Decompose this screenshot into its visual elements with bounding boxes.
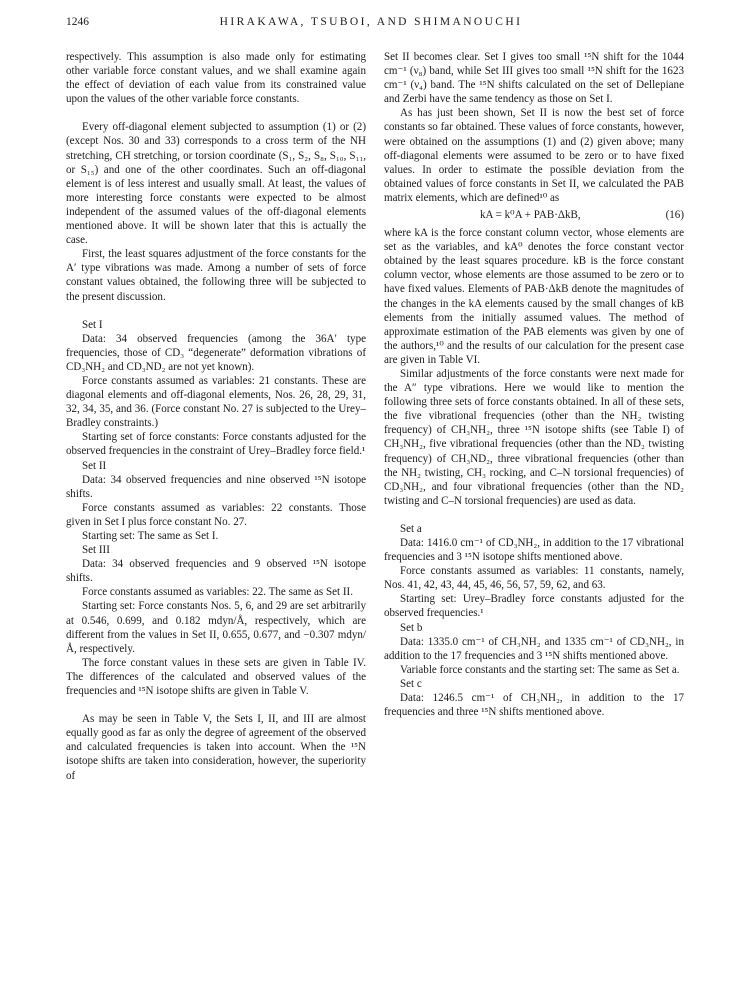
paragraph: Force constants assumed as variables: 22. The same as Set II. [82, 586, 353, 599]
left-column [66, 50, 366, 783]
paragraph: Force constants assumed as variables: 11 constants, namely, Nos. 41, 42, 43, 44, 45, 46, 56, 57, 59, 62, and 63. [384, 565, 684, 592]
paragraph: Variable force constants and the starting set: The same as Set a. [400, 663, 680, 676]
paragraph: Set I [82, 318, 103, 331]
equation-16 [384, 205, 684, 226]
paragraph: Set c [400, 677, 422, 690]
paragraph: Data: 1246.5 cm⁻¹ of CH₃NH₂, in addition to the 17 frequencies and three ¹⁵N shifts mentioned above. [384, 692, 684, 719]
paragraph: Set II [82, 459, 107, 472]
paragraph: where kA is the force constant column vector, whose elements are set as the variables, and kA⁰ denotes the force constant vector obtained by the least squares procedure. kB is the force constant column vector, whose elements are those assumed to be zero or to have fixed values. Elements of PAB·ΔkB denote the magnitudes of the changes in the kA elements caused by the small changes of kB elements from the initially assumed values. The method of approximate estimation of the PAB elements was given by one of the authors,¹⁰ and the results of our calculation for the present case are given in Table VI. [384, 227, 684, 366]
paragraph: As has just been shown, Set II is now the best set of force constants so far obtained. These values of force constants, however, were obtained on the assumptions (1) and (2) given above; many off-diagonal elements were assumed to be zero or to have fixed values. In order to estimate the possible deviation from the obtained values of force constants in Set II, we calculated the PAB matrix elements, which are defined¹⁰ as [384, 107, 684, 204]
paragraph: Every off-diagonal element subjected to assumption (1) or (2) (except Nos. 30 and 33) corresponds to a cross term of the NH stretching, CH stretching, or torsion coordinate (S₁, S₂, S₈, S₁₀, S₁₁, or S₁₅) and one of the other coordinates. Such an off-diagonal element is of less interest and usually small. At least, the values of more interesting force constants were expected to be almost independent of the assumed values of the off-diagonal elements mentioned above. It will be shown later that this is actually the case. [66, 121, 366, 247]
paragraph: Data: 1416.0 cm⁻¹ of CD₃NH₂, in addition to the 17 vibrational frequencies and 3 ¹⁵N isotope shifts mentioned above. [384, 537, 684, 564]
running-head: HIRAKAWA, TSUBOI, AND SHIMANOUCHI [219, 16, 523, 28]
paragraph: Starting set: Urey–Bradley force constants adjusted for the observed frequencies.¹ [384, 593, 684, 620]
paragraph: Starting set of force constants: Force constants adjusted for the observed frequencies in the constraint of Urey–Bradley force field.¹ [66, 431, 366, 458]
paragraph: respectively. This assumption is also made only for estimating other variable force constant values, and we shall examine again the effect of deviation of each value from its constrained value upon the values of the other variable force constants. [66, 51, 366, 106]
paragraph: Data: 34 observed frequencies and 9 observed ¹⁵N isotope shifts. [66, 558, 366, 585]
equation-formula: kA = k⁰A + PAB·ΔkB, [480, 209, 581, 222]
paragraph: The force constant values in these sets are given in Table IV. The differences of the calculated and observed values of the frequencies and ¹⁵N isotope shifts are given in Table V. [66, 656, 366, 698]
paragraph: Set III [82, 544, 110, 557]
paragraph: Similar adjustments of the force constants were next made for the A″ type vibrations. Here we would like to mention the following three sets of force constants obtained. In all of these sets, the five vibrational frequencies (other than the NH₂ twisting frequency) of CH₃NH₂, three ¹⁵N isotope shifts (see Table I) of CH₃NH₂, five vibrational frequencies (other than the ND₂ twisting frequency) of CH₃ND₂, three vibrational frequencies (other than the NH₂ twisting, CH₃ rocking, and C–N torsional frequencies) of CD₃NH₂, and four vibrational frequencies (other than the ND₂ twisting and C–N torsional frequencies) are used as data. [384, 367, 684, 507]
paragraph: Set a [400, 522, 422, 535]
paragraph: First, the least squares adjustment of the force constants for the A′ type vibrations was made. Among a number of sets of force constant values obtained, the following three will be subjected to the present discussion. [66, 248, 366, 303]
paragraph: Set II becomes clear. Set I gives too small ¹⁵N shift for the 1044 cm⁻¹ (ν₈) band, while Set III gives too small ¹⁵N shift for the 1623 cm⁻¹ (ν₄) band. The ¹⁵N shifts calculated on the set of Dellepiane and Zerbi have the same tendency as those on Set I. [384, 51, 684, 106]
paragraph: Starting set: Force constants Nos. 5, 6, and 29 are set arbitrarily at 0.546, 0.699, and 0.182 mdyn/Å, respectively, which are different from the values in Set II, 0.655, 0.677, and −0.307 mdyn/Å, respectively. [66, 600, 366, 655]
paragraph: As may be seen in Table V, the Sets I, II, and III are almost equally good as far as only the degree of agreement of the observed and calculated frequencies is taken into account. When the ¹⁵N isotope shifts are taken into consideration, however, the superiority of [66, 713, 366, 782]
equation-number: (16) [665, 209, 684, 222]
paragraph: Data: 34 observed frequencies and nine observed ¹⁵N isotope shifts. [66, 473, 366, 500]
paragraph: Force constants assumed as variables: 22 constants. Those given in Set I plus force constant No. 27. [66, 501, 366, 528]
page-number: 1246 [66, 16, 89, 28]
paragraph: Data: 34 observed frequencies (among the 36A′ type frequencies, those of CD₃ “degenerate” deformation vibrations of CD₃NH₂ and CD₃ND₂ are not yet known). [66, 332, 366, 373]
paragraph: Force constants assumed as variables: 21 constants. These are diagonal elements and off-diagonal elements, Nos. 26, 28, 29, 31, 32, 34, 35, and 36. (Force constant No. 27 is subjected to the Urey–Bradley constraints.) [66, 374, 366, 430]
right-column-top [384, 50, 684, 205]
paragraph: Starting set: The same as Set I. [82, 530, 219, 542]
paragraph: Data: 1335.0 cm⁻¹ of CH₃NH₂ and 1335 cm⁻¹ of CD₃NH₂, in addition to the 17 frequencies and 3 ¹⁵N shifts mentioned above. [384, 635, 684, 662]
right-column [384, 50, 684, 719]
right-column-bottom [384, 226, 684, 719]
running-header [66, 16, 676, 32]
paragraph: Set b [400, 621, 423, 634]
